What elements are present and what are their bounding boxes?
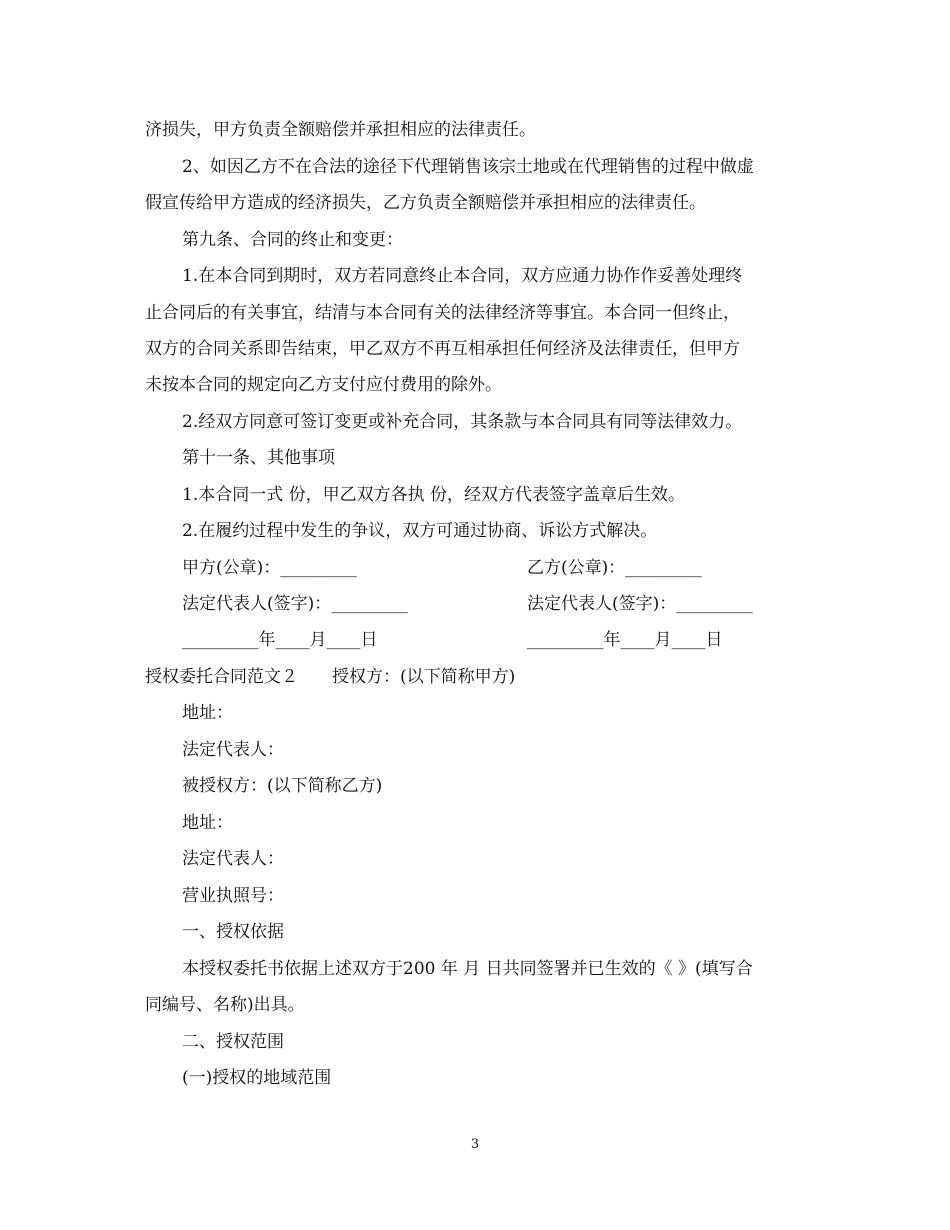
paragraph-line: 2.经双方同意可签订变更或补充合同，其条款与本合同具有同等法律效力。 bbox=[182, 412, 743, 432]
field-label: 法定代表人： bbox=[182, 740, 284, 760]
party-b-seal: 乙方(公章)：_________ bbox=[527, 558, 702, 578]
party-a-seal: 甲方(公章)：_________ bbox=[182, 558, 357, 578]
paragraph-line: 1.在本合同到期时，双方若同意终止本合同，双方应通力协作作妥善处理终 bbox=[182, 266, 743, 286]
party-b-representative: 法定代表人(签字)：_________ bbox=[527, 594, 753, 614]
page-number: 3 bbox=[470, 1137, 480, 1152]
paragraph-line: 济损失，甲方负责全额赔偿并承担相应的法律责任。 bbox=[145, 120, 536, 140]
field-label: 地址： bbox=[182, 703, 233, 723]
field-label: 法定代表人： bbox=[182, 849, 284, 869]
paragraph-line: 本授权委托书依据上述双方于200 年 月 日共同签署并已生效的《 》(填写合 bbox=[182, 959, 753, 979]
paragraph-line: 止合同后的有关事宜，结清与本合同有关的法律经济等事宜。本合同一但终止， bbox=[145, 303, 740, 323]
field-label: 营业执照号： bbox=[182, 886, 284, 906]
paragraph-line: 未按本合同的规定向乙方支付应付费用的除外。 bbox=[145, 375, 502, 395]
paragraph-line: 2.在履约过程中发生的争议，双方可通过协商、诉讼方式解决。 bbox=[182, 521, 658, 541]
article-heading: 第十一条、其他事项 bbox=[182, 448, 335, 468]
party-b-date: _________年____月____日 bbox=[527, 630, 723, 650]
subsection-heading: (一)授权的地域范围 bbox=[182, 1068, 332, 1088]
section-heading: 二、授权范围 bbox=[182, 1032, 284, 1052]
party-a-date: _________年____月____日 bbox=[182, 630, 378, 650]
paragraph-line: 同编号、名称)出具。 bbox=[145, 995, 305, 1015]
field-label: 地址： bbox=[182, 813, 233, 833]
section-title: 授权委托合同范文２ 授权方：(以下简称甲方) bbox=[145, 667, 516, 687]
paragraph-line: 2、如因乙方不在合法的途径下代理销售该宗土地或在代理销售的过程中做虚 bbox=[182, 157, 754, 177]
paragraph-line: 假宣传给甲方造成的经济损失，乙方负责全额赔偿并承担相应的法律责任。 bbox=[145, 193, 706, 213]
paragraph-line: 双方的合同关系即告结束，甲乙双方不再互相承担任何经济及法律责任，但甲方 bbox=[145, 339, 740, 359]
article-heading: 第九条、合同的终止和变更： bbox=[182, 230, 403, 250]
field-label: 被授权方：(以下简称乙方) bbox=[182, 776, 383, 796]
party-a-representative: 法定代表人(签字)：_________ bbox=[182, 594, 408, 614]
paragraph-line: 1.本合同一式 份，甲乙双方各执 份，经双方代表签字盖章后生效。 bbox=[182, 485, 686, 505]
section-heading: 一、授权依据 bbox=[182, 922, 284, 942]
